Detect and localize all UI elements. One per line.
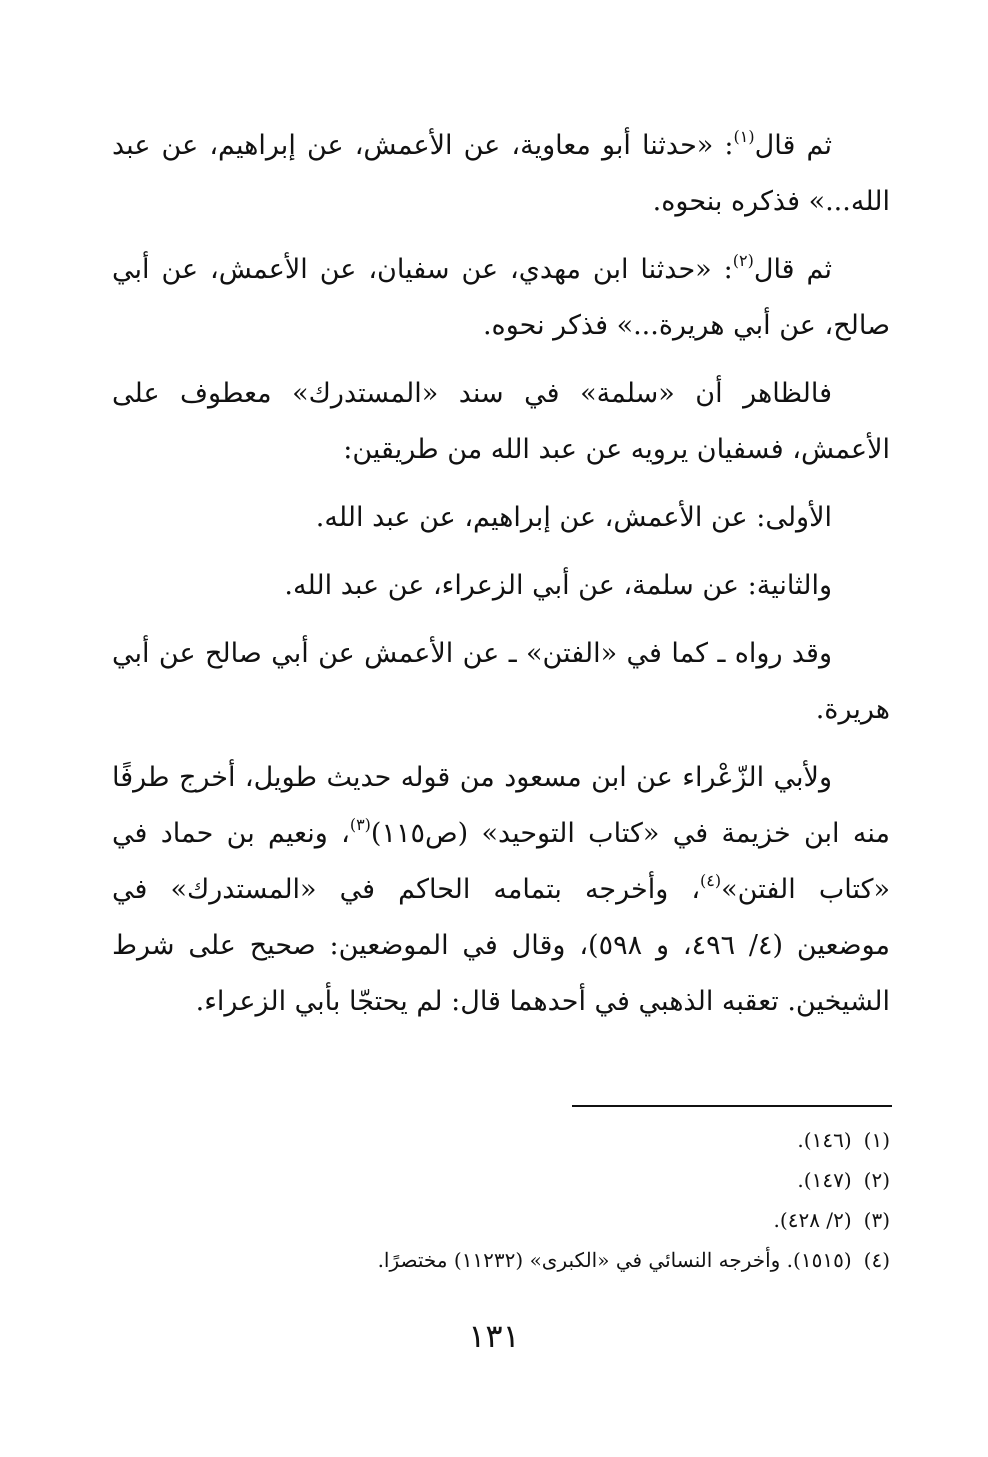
- footnote-ref-1[interactable]: (١): [733, 127, 755, 146]
- paragraph-1: [112, 118, 890, 230]
- page-number: ١٣١: [468, 1317, 520, 1355]
- footnote-1: [112, 1120, 890, 1160]
- paragraph-2-part-1: ثم قال: [753, 254, 832, 285]
- paragraph-2-part-2: : «حدثنا ابن مهدي، عن سفيان، عن الأعمش، عن أبي صالح، عن أبي هريرة...» فذكر نحوه.: [112, 254, 890, 341]
- paragraph-4: [112, 490, 890, 546]
- footnote-2-number: (٢): [863, 1168, 890, 1192]
- paragraph-6-text: وقد رواه ـ كما في «الفتن» ـ عن الأعمش عن أبي صالح عن أبي هريرة.: [112, 638, 890, 725]
- footnote-2: [112, 1160, 890, 1200]
- paragraph-6: [112, 626, 890, 738]
- paragraph-7: [112, 750, 890, 1030]
- footnote-2-text: (١٤٧).: [797, 1168, 852, 1192]
- footnote-3: [112, 1200, 890, 1240]
- paragraph-5-text: والثانية: عن سلمة، عن أبي الزعراء، عن عبد الله.: [284, 570, 832, 601]
- footnote-1-text: (١٤٦).: [797, 1128, 852, 1152]
- footnote-4-text: (١٥١٥). وأخرجه النسائي في «الكبرى» (١١٢٣٢) مختصرًا.: [377, 1248, 852, 1272]
- paragraph-2: [112, 242, 890, 354]
- paragraph-3: [112, 366, 890, 478]
- paragraph-3-text: فالظاهر أن «سلمة» في سند «المستدرك» معطوف على الأعمش، فسفيان يرويه عن عبد الله من طريقين:: [112, 378, 890, 465]
- footnote-1-number: (١): [863, 1128, 890, 1152]
- paragraph-4-text: الأولى: عن الأعمش، عن إبراهيم، عن عبد الله.: [315, 502, 832, 533]
- paragraph-1-part-1: ثم قال: [754, 130, 832, 161]
- footnote-divider: [572, 1105, 892, 1107]
- footnote-ref-3[interactable]: (٣): [349, 815, 371, 834]
- footnote-3-number: (٣): [863, 1208, 890, 1232]
- footnote-4-number: (٤): [863, 1248, 890, 1272]
- footnote-ref-2[interactable]: (٢): [732, 251, 754, 270]
- footnotes: [112, 1120, 890, 1280]
- paragraph-1-part-2: : «حدثنا أبو معاوية، عن الأعمش، عن إبراهيم، عن عبد الله...» فذكره بنحوه.: [112, 130, 890, 217]
- paragraph-7-part-3: ، وأخرجه بتمامه الحاكم في «المستدرك» في موضعين (٤/ ٤٩٦، و ٥٩٨)، وقال في الموضعين: صحيح على شرط الشيخين. تعقبه الذهبي في أحدهما قال: لم يحتجّا بأبي الزعراء.: [112, 874, 890, 1017]
- main-text: [112, 118, 890, 1042]
- paragraph-7-part-2: ، ونعيم بن حماد في «كتاب الفتن»: [112, 818, 890, 905]
- footnote-3-text: (٢/ ٤٢٨).: [773, 1208, 852, 1232]
- footnote-4: [112, 1240, 890, 1280]
- footnote-ref-4[interactable]: (٤): [700, 871, 722, 890]
- paragraph-7-part-1: ولأبي الزّعْراء عن ابن مسعود من قوله حديث طويل، أخرج طرفًا منه ابن خزيمة في «كتاب التوحيد» (ص١١٥): [112, 762, 890, 849]
- paragraph-5: [112, 558, 890, 614]
